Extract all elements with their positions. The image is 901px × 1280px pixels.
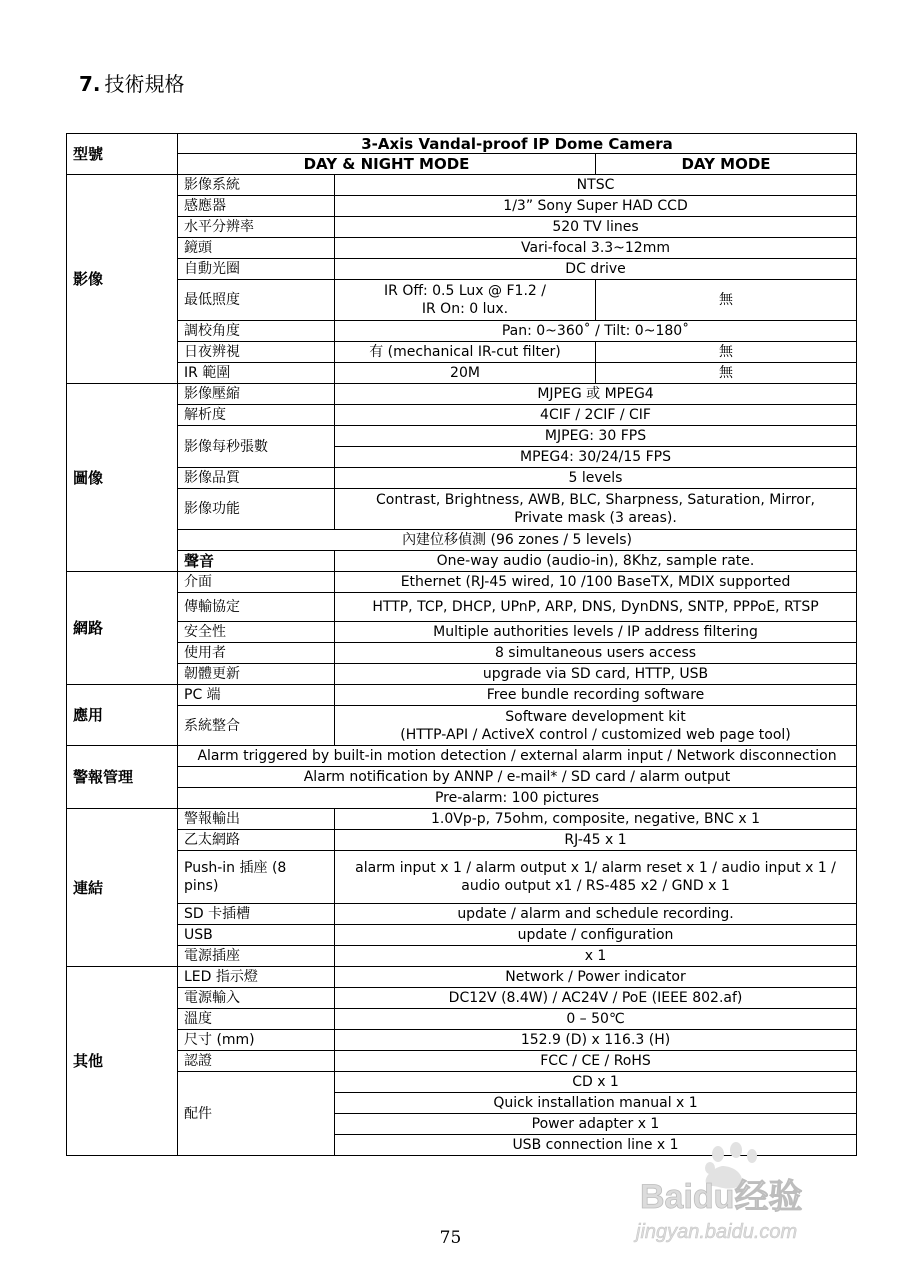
table-row: [67, 321, 857, 342]
spec-table: [66, 133, 857, 1156]
header-row: [67, 134, 857, 154]
category-video: 影像: [67, 175, 178, 384]
table-row: [67, 1072, 857, 1093]
spec-label: 鏡頭: [178, 238, 335, 259]
spec-label: Push-in 插座 (8 pins): [178, 851, 335, 904]
table-row: [67, 946, 857, 967]
table-row: [67, 1030, 857, 1051]
spec-label: 韌體更新: [178, 664, 335, 685]
spec-value: NTSC: [335, 175, 857, 196]
spec-label: 影像每秒張數: [178, 426, 335, 468]
table-row: [67, 426, 857, 447]
mode-day: DAY MODE: [596, 154, 857, 175]
spec-value: 520 TV lines: [335, 217, 857, 238]
spec-label: 警報輸出: [178, 809, 335, 830]
spec-value: IR Off: 0.5 Lux @ F1.2 / IR On: 0 lux.: [335, 280, 596, 321]
spec-value: Alarm triggered by built-in motion detection / external alarm input / Network disconnection: [178, 746, 857, 767]
spec-value: update / configuration: [335, 925, 857, 946]
watermark-url: jingyan.baidu.com: [636, 1221, 798, 1243]
spec-value: Network / Power indicator: [335, 967, 857, 988]
table-row: [67, 551, 857, 572]
spec-label: LED 指示燈: [178, 967, 335, 988]
table-row: [67, 468, 857, 489]
spec-label: PC 端: [178, 685, 335, 706]
spec-label: 影像系統: [178, 175, 335, 196]
spec-value-line: Software development kit: [505, 708, 686, 725]
table-row: [67, 384, 857, 405]
spec-label: 解析度: [178, 405, 335, 426]
table-row: [67, 622, 857, 643]
table-row: [67, 1009, 857, 1030]
spec-value: Alarm notification by ANNP / e-mail* / SD card / alarm output: [178, 767, 857, 788]
spec-value: One-way audio (audio-in), 8Khz, sample rate.: [335, 551, 857, 572]
spec-value: 有 (mechanical IR-cut filter): [335, 342, 596, 363]
spec-value: [335, 851, 857, 904]
section-number: 7.: [79, 72, 101, 96]
model-name: 3-Axis Vandal-proof IP Dome Camera: [178, 134, 857, 154]
table-row: [67, 196, 857, 217]
spec-value: 無: [596, 342, 857, 363]
table-row: [67, 967, 857, 988]
spec-value: DC drive: [335, 259, 857, 280]
spec-value: Ethernet (RJ-45 wired, 10 /100 BaseTX, MDIX supported: [335, 572, 857, 593]
spec-label: IR 範圍: [178, 363, 335, 384]
spec-label: 影像品質: [178, 468, 335, 489]
table-row: [67, 342, 857, 363]
spec-value: RJ-45 x 1: [335, 830, 857, 851]
spec-value: Pan: 0~360˚ / Tilt: 0~180˚: [335, 321, 857, 342]
spec-label: 認證: [178, 1051, 335, 1072]
table-row: [67, 489, 857, 530]
spec-label: 傳輸協定: [178, 593, 335, 622]
table-row: [67, 664, 857, 685]
category-application: 應用: [67, 685, 178, 746]
category-alarm: 警報管理: [67, 746, 178, 809]
spec-value: Vari-focal 3.3~12mm: [335, 238, 857, 259]
spec-label: 使用者: [178, 643, 335, 664]
spec-label: 日夜辨視: [178, 342, 335, 363]
spec-label: 影像壓縮: [178, 384, 335, 405]
spec-value: 1/3” Sony Super HAD CCD: [335, 196, 857, 217]
spec-label: 自動光圈: [178, 259, 335, 280]
spec-label: 感應器: [178, 196, 335, 217]
spec-value: Contrast, Brightness, AWB, BLC, Sharpness, Saturation, Mirror, Private mask (3 areas).: [335, 489, 857, 530]
spec-label: 系統整合: [178, 706, 335, 746]
table-row: [67, 280, 857, 321]
spec-value: Free bundle recording software: [335, 685, 857, 706]
table-row: [67, 788, 857, 809]
spec-value: 0 – 50℃: [335, 1009, 857, 1030]
category-network: 網路: [67, 572, 178, 685]
page-title: [79, 68, 185, 97]
table-row: [67, 259, 857, 280]
spec-value: 20M: [335, 363, 596, 384]
mode-day-night: DAY & NIGHT MODE: [178, 154, 596, 175]
table-row: [67, 593, 857, 622]
accessory-item: Power adapter x 1: [335, 1114, 857, 1135]
spec-value: 無: [596, 280, 857, 321]
spec-value: 無: [596, 363, 857, 384]
spec-value: 內建位移偵測 (96 zones / 5 levels): [178, 530, 857, 551]
spec-label: 電源插座: [178, 946, 335, 967]
table-row: [67, 530, 857, 551]
table-row: [67, 685, 857, 706]
spec-label: USB: [178, 925, 335, 946]
table-row: [67, 238, 857, 259]
table-row: [67, 767, 857, 788]
category-image: 圖像: [67, 384, 178, 572]
table-row: [67, 363, 857, 384]
spec-value: x 1: [335, 946, 857, 967]
accessory-item: CD x 1: [335, 1072, 857, 1093]
spec-value: MJPEG: 30 FPS: [335, 426, 857, 447]
spec-label: 溫度: [178, 1009, 335, 1030]
spec-value-line: alarm input x 1 / alarm output x 1/ alarm reset x 1 / audio input x 1 /: [355, 860, 836, 876]
table-row: [67, 706, 857, 746]
spec-label: 介面: [178, 572, 335, 593]
spec-label: 尺寸 (mm): [178, 1030, 335, 1051]
table-row: [67, 746, 857, 767]
spec-label: 乙太網路: [178, 830, 335, 851]
spec-label: 調校角度: [178, 321, 335, 342]
spec-label: 安全性: [178, 622, 335, 643]
spec-value: DC12V (8.4W) / AC24V / PoE (IEEE 802.af): [335, 988, 857, 1009]
category-connection: 連結: [67, 809, 178, 967]
spec-value: 5 levels: [335, 468, 857, 489]
spec-label: 最低照度: [178, 280, 335, 321]
accessory-item: USB connection line x 1: [335, 1135, 857, 1156]
model-label: 型號: [67, 134, 178, 175]
spec-value: MJPEG 或 MPEG4: [335, 384, 857, 405]
table-row: [67, 925, 857, 946]
spec-value: 1.0Vp-p, 75ohm, composite, negative, BNC x 1: [335, 809, 857, 830]
watermark-brand: Baidu经验: [640, 1178, 803, 1216]
section-title: 技術規格: [104, 72, 185, 96]
page-number: 75: [439, 1228, 462, 1248]
table-row: [67, 809, 857, 830]
spec-value: 4CIF / 2CIF / CIF: [335, 405, 857, 426]
table-row: [67, 175, 857, 196]
table-row: [67, 851, 857, 904]
table-row: [67, 217, 857, 238]
spec-value: 8 simultaneous users access: [335, 643, 857, 664]
spec-value-line: (HTTP-API / ActiveX control / customized web page tool): [400, 726, 791, 743]
spec-value: FCC / CE / RoHS: [335, 1051, 857, 1072]
accessory-item: Quick installation manual x 1: [335, 1093, 857, 1114]
spec-value: HTTP, TCP, DHCP, UPnP, ARP, DNS, DynDNS, SNTP, PPPoE, RTSP: [335, 593, 857, 622]
category-other: 其他: [67, 967, 178, 1156]
table-row: [67, 643, 857, 664]
spec-value: Pre-alarm: 100 pictures: [178, 788, 857, 809]
table-row: [67, 830, 857, 851]
spec-value: upgrade via SD card, HTTP, USB: [335, 664, 857, 685]
spec-label: 電源輸入: [178, 988, 335, 1009]
table-row: [67, 1051, 857, 1072]
table-row: [67, 988, 857, 1009]
spec-label: 影像功能: [178, 489, 335, 530]
spec-value-line: audio output x1 / RS-485 x2 / GND x 1: [461, 878, 730, 894]
spec-value: update / alarm and schedule recording.: [335, 904, 857, 925]
spec-value: Multiple authorities levels / IP address filtering: [335, 622, 857, 643]
spec-value: MPEG4: 30/24/15 FPS: [335, 447, 857, 468]
table-row: [67, 405, 857, 426]
table-row: [67, 904, 857, 925]
spec-value: 152.9 (D) x 116.3 (H): [335, 1030, 857, 1051]
spec-label: 配件: [178, 1072, 335, 1156]
mode-row: [67, 154, 857, 175]
category-audio: 聲音: [178, 551, 335, 572]
spec-label: 水平分辨率: [178, 217, 335, 238]
spec-value: [335, 706, 857, 746]
spec-label: SD 卡插槽: [178, 904, 335, 925]
table-row: [67, 572, 857, 593]
